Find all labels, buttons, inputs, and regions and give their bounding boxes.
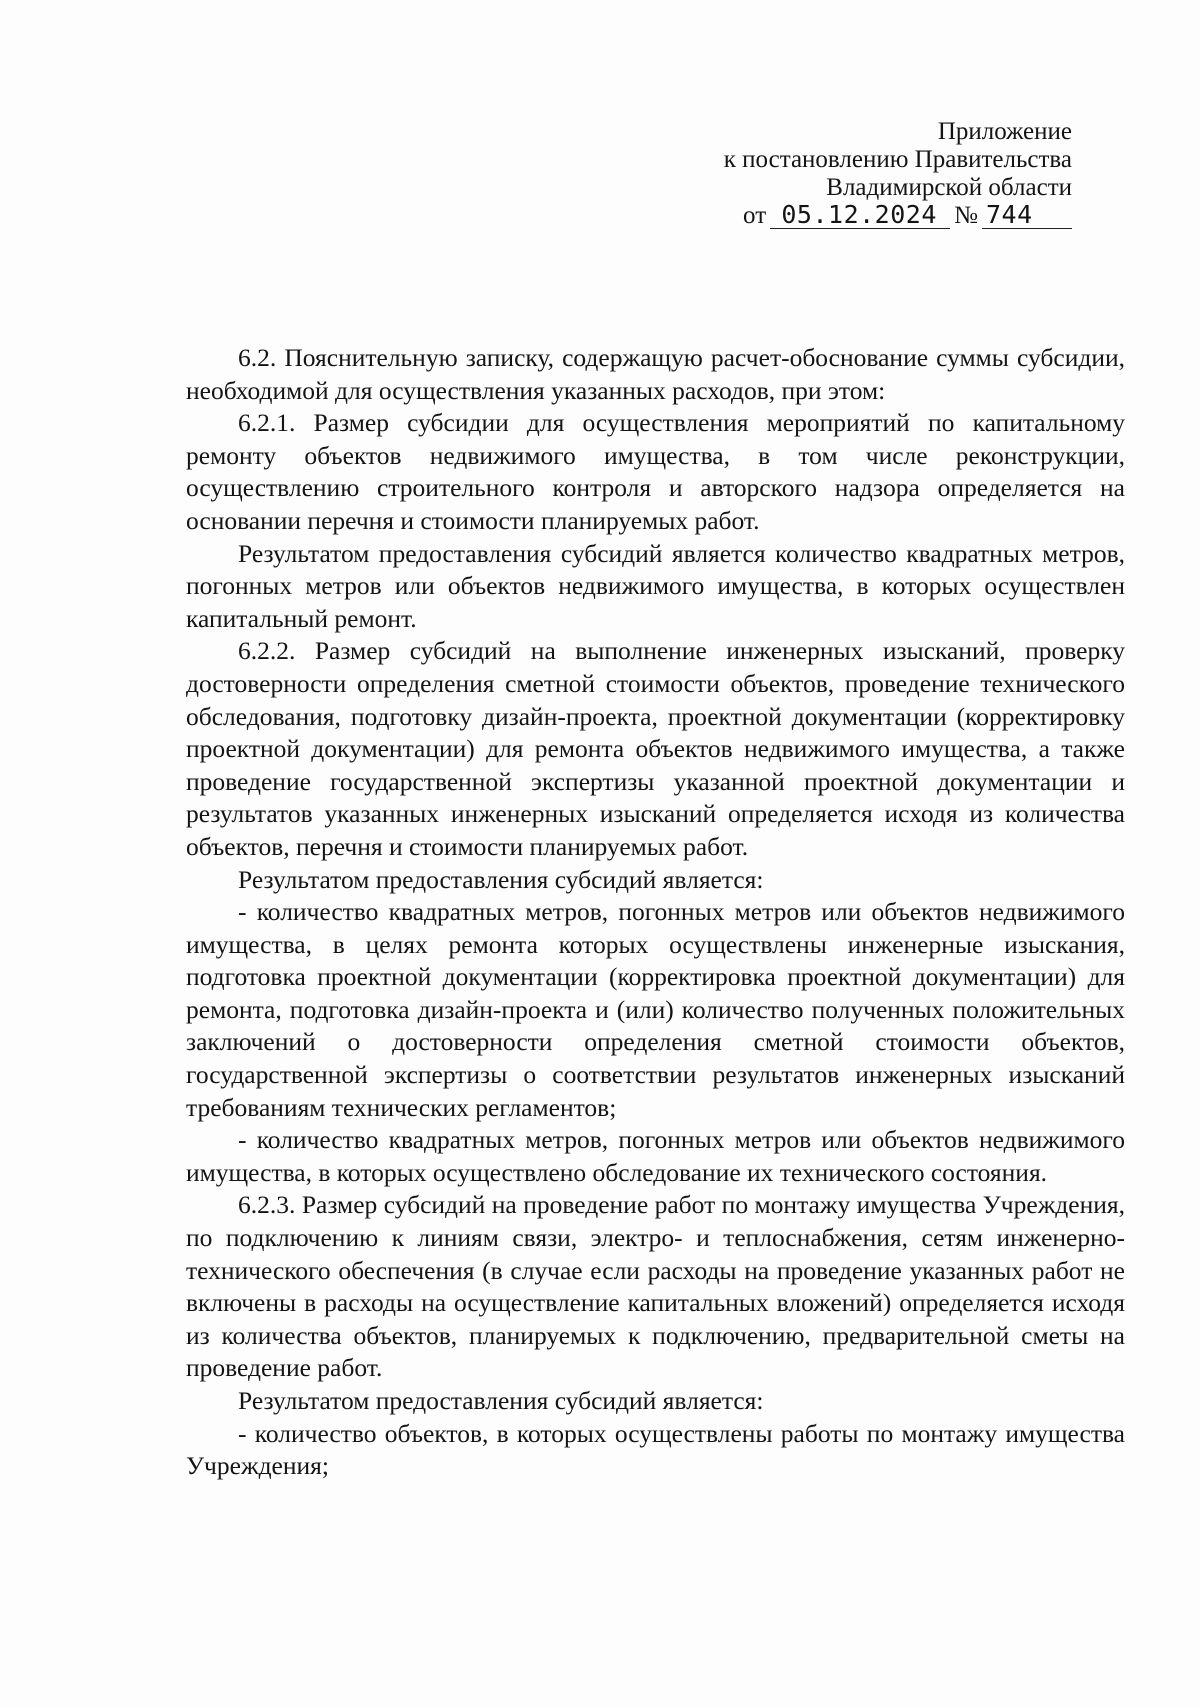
paragraph-6-2-2: 6.2.2. Размер субсидий на выполнение инженерных изысканий, проверку достоверности определения сметной стоимости объектов, проведение технического обследования, подготовку дизайн-проекта, проектной документации (корректировку проектной документации) для ремонта объектов недвижимого имущества, а также проведение государственной экспертизы указанной проектной документации и результатов указанных инженерных изысканий определяется исходя из количества объектов, перечня и стоимости планируемых работ. (186, 636, 1125, 861)
appendix-date-number-line (724, 202, 1072, 230)
resolution-number: 744 (982, 202, 1072, 229)
date-prefix: от (743, 202, 767, 229)
paragraph-result-capital-repair: Результатом предоставления субсидий является количество квадратных метров, погонных метров или объектов недвижимого имущества, в которых осуществлен капитальный ремонт. (186, 538, 1125, 633)
paragraph-6-2-1: 6.2.1. Размер субсидии для осуществления мероприятий по капитальному ремонту объектов недвижимого имущества, в том числе реконструкции, осуществлению строительного контроля и авторского надзора определяется на основании перечня и стоимости планируемых работ. (186, 408, 1125, 535)
number-prefix: № (954, 202, 978, 229)
paragraph-result-intro-2: Результатом предоставления субсидий является: (238, 1386, 764, 1415)
paragraph-result-intro-1: Результатом предоставления субсидий является: (238, 864, 764, 894)
appendix-resolution-line: к постановлению Правительства (723, 146, 1072, 173)
list-item-surveys: - количество квадратных метров, погонных метров или объектов недвижимого имущества, в целях ремонта которых осуществлены инженерные изыскания, подготовка проектной документации (корректировка проектной документации) для ремонта, подготовка дизайн-проекта и (или) количество полученных положительных заключений о достоверности определения сметной стоимости объектов, государственной экспертизы о соответствии результатов инженерных изысканий требованиям технических регламентов; (186, 897, 1125, 1122)
list-item-installation: - количество объектов, в которых осуществлены работы по монтажу имущества Учреждения; (186, 1418, 1125, 1481)
appendix-header (724, 118, 1072, 230)
appendix-region-line: Владимирской области (826, 174, 1072, 201)
resolution-date: 05.12.2024 (770, 202, 950, 229)
appendix-title: Приложение (937, 118, 1072, 145)
paragraph-6-2: 6.2. Пояснительную записку, содержащую расчет-обоснование суммы субсидии, необходимой для осуществления указанных расходов, при этом: (186, 343, 1125, 405)
paragraph-6-2-3: 6.2.3. Размер субсидий на проведение работ по монтажу имущества Учреждения, по подключению к линиям связи, электро- и теплоснабжения, сетям инженерно-технического обеспечения (в случае если расходы на проведение указанных работ не включены в расходы на осуществление капитальных вложений) определяется исходя из количества объектов, планируемых к подключению, предварительной сметы на проведение работ. (186, 1190, 1125, 1383)
document-body (186, 342, 1125, 1483)
list-item-inspection: - количество квадратных метров, погонных метров или объектов недвижимого имущества, в которых осуществлено обследование их технического состояния. (186, 1125, 1125, 1187)
